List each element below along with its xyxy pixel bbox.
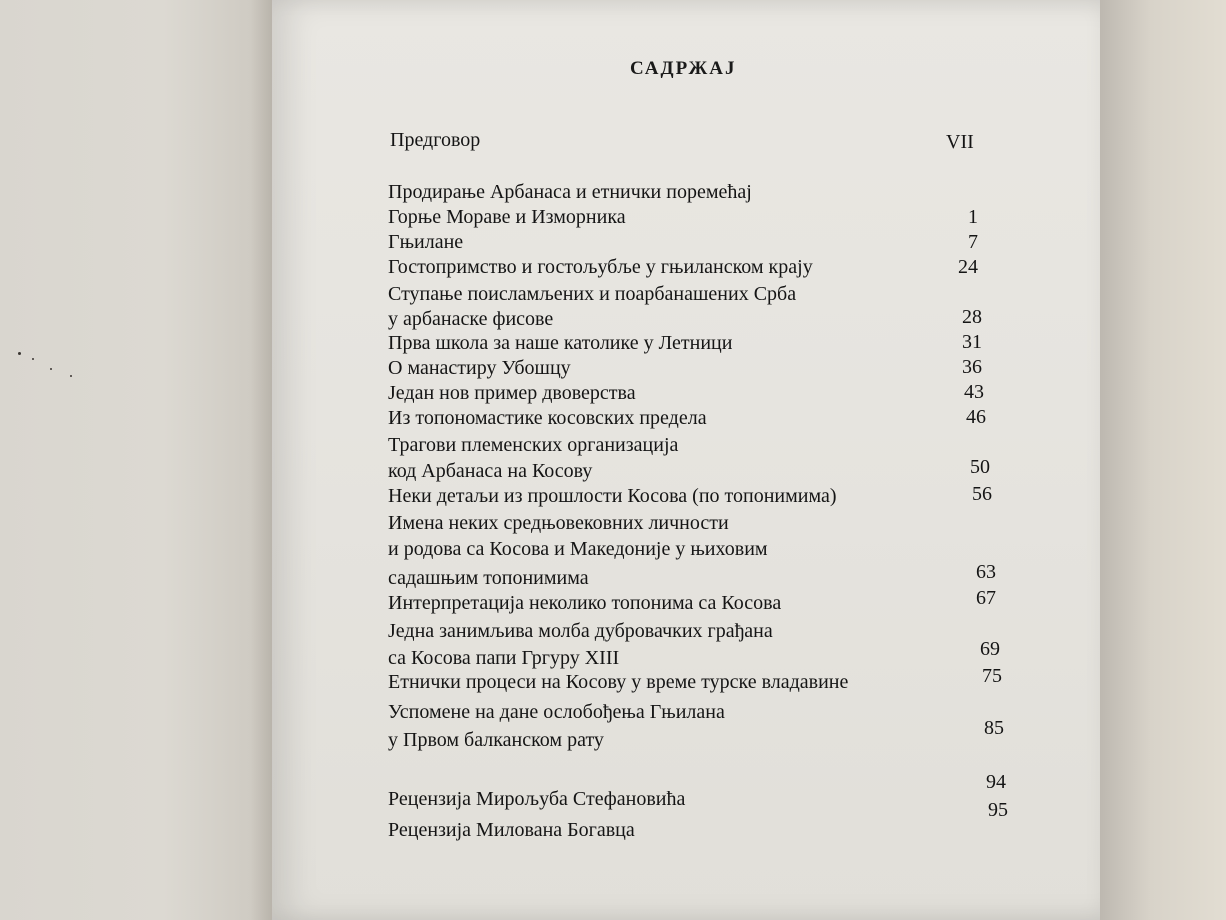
toc-entry-text: Интерпретација неколико топонима са Косова xyxy=(388,592,782,614)
toc-entry-text: Гњилане xyxy=(388,231,464,253)
page-edge xyxy=(1100,0,1226,920)
speck xyxy=(70,375,72,377)
toc-entry-text: Прва школа за наше католике у Летници xyxy=(388,332,733,354)
toc-entry-page: 46 xyxy=(966,406,986,428)
toc-entry-text: садашњим топонимима xyxy=(388,567,589,589)
toc-entry-page: 67 xyxy=(976,587,996,609)
toc-entry-text: и родова са Косова и Македоније у њиховим xyxy=(388,538,768,560)
toc-entry-text: О манастиру Убошцу xyxy=(388,357,571,379)
toc-entry-page: 94 xyxy=(986,771,1006,793)
toc-entry-text: Предговор xyxy=(390,129,481,151)
toc-entry-page: 50 xyxy=(970,456,990,478)
left-page xyxy=(0,0,272,920)
toc-entry-page: 63 xyxy=(976,561,996,583)
toc-entry-text: Гостопримство и гостољубље у гњиланском крају xyxy=(388,256,813,278)
toc-entry-text: код Арбанаса на Косову xyxy=(388,460,593,482)
toc-entry-text: Рецензија Мирољуба Стефановића xyxy=(388,788,686,810)
toc-entry-text: Успомене на дане ослобођења Гњилана xyxy=(388,701,725,723)
toc-entry-text: Етнички процеси на Косову у време турске владавине xyxy=(388,671,849,693)
toc-entry-page: 7 xyxy=(968,231,978,253)
toc-entry-page: 95 xyxy=(988,799,1008,821)
toc-entry-page: 85 xyxy=(984,717,1004,739)
toc-entry-page: 1 xyxy=(968,206,978,228)
toc-entry-text: Трагови племенских организација xyxy=(388,434,679,456)
toc-entry-text: Горње Мораве и Изморника xyxy=(388,206,626,228)
toc-entry-text: у арбанаске фисове xyxy=(388,308,554,330)
toc-entry-text: Један нов пример двоверства xyxy=(388,382,636,404)
speck xyxy=(32,358,34,360)
toc-entry-text: Продирање Арбанаса и етнички поремећај xyxy=(388,181,752,203)
toc-entry-text: у Првом балканском рату xyxy=(388,729,604,751)
toc-entry-text: Једна занимљива молба дубровачких грађана xyxy=(388,620,773,642)
toc-entry-text: Из топономастике косовских предела xyxy=(388,407,707,429)
speck xyxy=(50,368,52,370)
toc-entry-text: Имена неких средњовековних личности xyxy=(388,512,729,534)
toc-entry-page: 24 xyxy=(958,256,978,278)
toc-entry-page: 31 xyxy=(962,331,982,353)
toc-title: САДРЖАЈ xyxy=(630,58,737,79)
toc-entry-page: 28 xyxy=(962,306,982,328)
toc-entry-text: Ступање поисламљених и поарбанашених Срба xyxy=(388,283,797,305)
toc-entry-text: Рецензија Милована Богавца xyxy=(388,819,635,841)
toc-entry-page: 43 xyxy=(964,381,984,403)
speck xyxy=(18,352,21,355)
toc-entry-page: 36 xyxy=(962,356,982,378)
toc-entry-page: 75 xyxy=(982,665,1002,687)
toc-entry-page: VII xyxy=(946,131,974,153)
toc-entry-text: Неки детаљи из прошлости Косова (по топонимима) xyxy=(388,485,837,507)
toc-entry-text: са Косова папи Гргуру XIII xyxy=(388,647,620,669)
toc-entry-page: 69 xyxy=(980,638,1000,660)
toc-entry-page: 56 xyxy=(972,483,992,505)
